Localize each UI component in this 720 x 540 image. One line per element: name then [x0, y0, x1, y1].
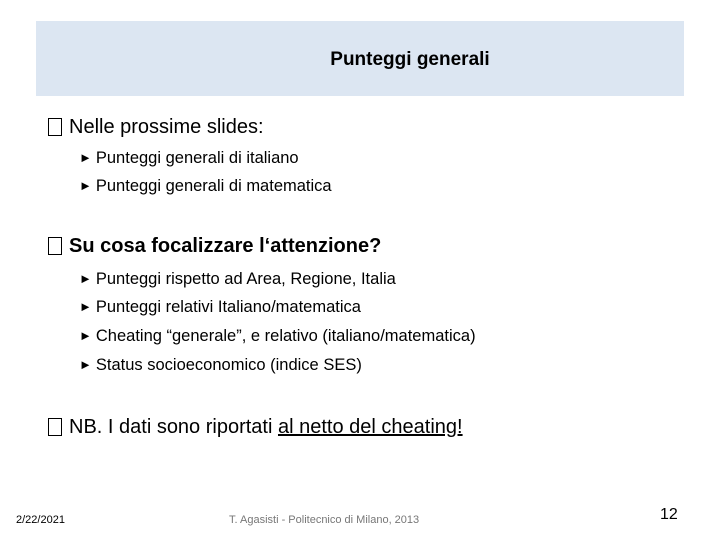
checkbox-bullet-icon [48, 418, 62, 436]
bullet-1 [48, 116, 264, 139]
sub-item [79, 177, 332, 196]
sub-item [79, 327, 476, 346]
arrow-bullet-icon: ► [79, 150, 92, 165]
sub-item [79, 270, 396, 289]
bullet-3 [48, 416, 463, 439]
bullet-3-underlined-text: al netto del cheating! [277, 416, 463, 438]
sub-item-text: Punteggi rispetto ad Area, Regione, Italia [95, 270, 396, 288]
page-number: 12 [660, 506, 678, 523]
bullet-2-text: Su cosa focalizzare l‘attenzione? [69, 235, 382, 257]
arrow-bullet-icon: ► [79, 328, 92, 343]
sub-item-text: Punteggi relativi Italiano/matematica [95, 298, 361, 316]
bullet-2 [48, 235, 381, 258]
arrow-bullet-icon: ► [79, 178, 92, 193]
sub-item-text: Cheating “generale”, e relativo (italiano/matematica) [95, 327, 476, 345]
footer-credit: T. Agasisti - Politecnico di Milano, 2013 [229, 514, 420, 526]
footer-date: 2/22/2021 [16, 514, 65, 526]
bullet-1-text: Nelle prossime slides: [69, 116, 264, 138]
slide-title: Punteggi generali [330, 49, 490, 70]
title-band [36, 21, 684, 96]
sub-item-text: Punteggi generali di italiano [95, 149, 299, 167]
checkbox-bullet-icon [48, 237, 62, 255]
bullet-3-text: NB. I dati sono riportati [69, 416, 278, 438]
sub-item [79, 149, 299, 168]
checkbox-bullet-icon [48, 118, 62, 136]
sub-item [79, 356, 362, 375]
arrow-bullet-icon: ► [79, 357, 92, 372]
sub-item-text: Status socioeconomico (indice SES) [95, 356, 362, 374]
arrow-bullet-icon: ► [79, 271, 92, 286]
sub-item [79, 298, 361, 317]
sub-item-text: Punteggi generali di matematica [95, 177, 332, 195]
arrow-bullet-icon: ► [79, 299, 92, 314]
